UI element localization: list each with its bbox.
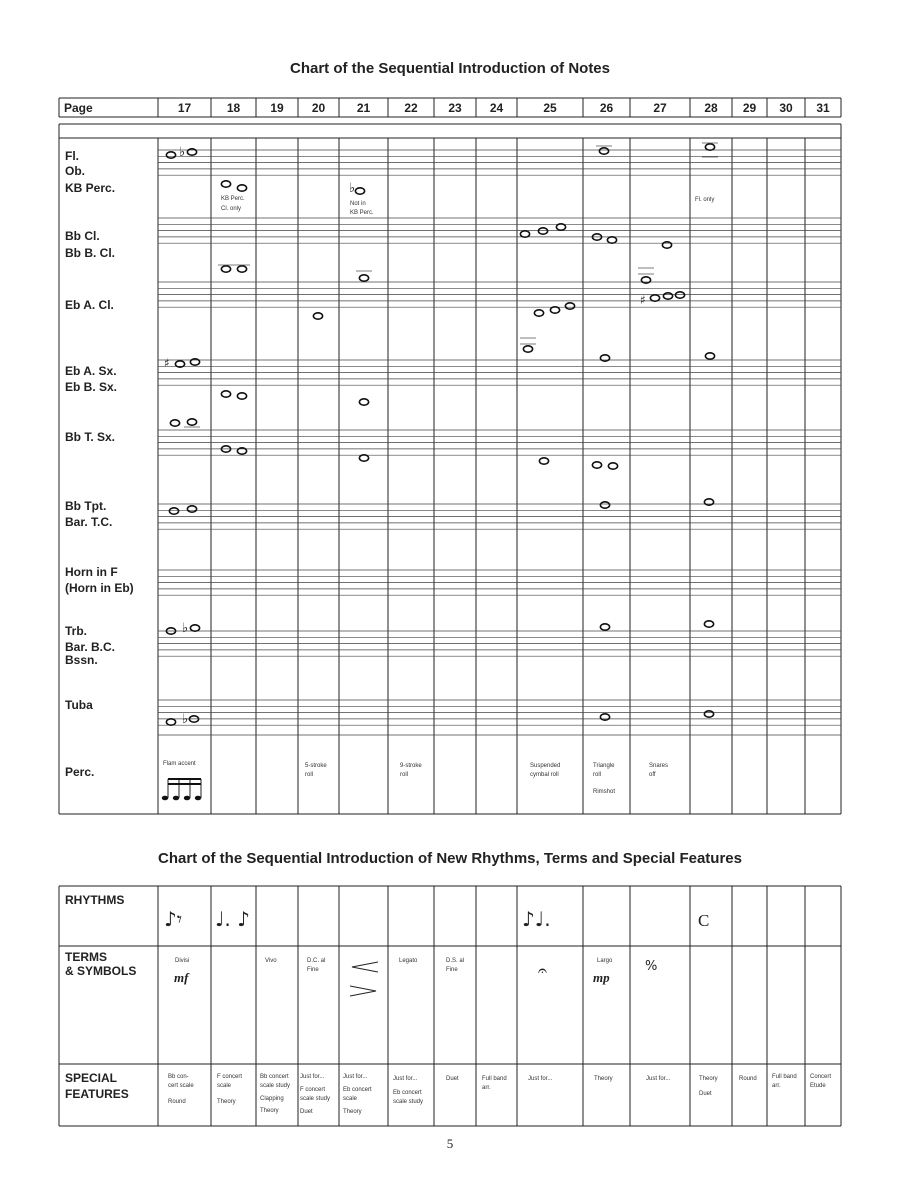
term: D.S. al	[446, 958, 465, 964]
whole-note	[705, 353, 714, 359]
decrescendo-hairpin	[350, 986, 376, 996]
whole-note	[662, 242, 671, 248]
instrument-label: KB Perc.	[65, 181, 116, 195]
instrument-label: Bb T. Sx.	[65, 430, 116, 444]
sharp-sign: ♯	[164, 356, 170, 370]
instrument-label: Bb Tpt.	[65, 499, 107, 513]
special-feature: scale study	[393, 1099, 424, 1105]
whole-note	[565, 303, 574, 309]
special-feature: scale study	[260, 1083, 291, 1089]
term: Largo	[597, 958, 613, 964]
special-feature: Just for...	[300, 1074, 325, 1080]
whole-note	[221, 266, 230, 272]
percussion-note: Triangle	[593, 763, 615, 769]
whole-note	[221, 181, 230, 187]
instrument-label: Horn in F	[65, 565, 118, 579]
percussion-note: Rimshot	[593, 789, 616, 795]
flat-sign: ♭	[182, 621, 189, 636]
term: Divisi	[175, 958, 190, 964]
row-header: TERMS	[65, 950, 107, 964]
whole-note	[600, 624, 609, 630]
whole-note	[599, 148, 608, 154]
whole-note	[663, 293, 672, 299]
percussion-note: roll	[400, 772, 409, 778]
small-note: Cl. only	[221, 206, 242, 212]
percussion-note: roll	[593, 772, 602, 778]
special-feature: Just for...	[343, 1074, 368, 1080]
special-feature: arr.	[772, 1083, 781, 1089]
whole-note	[704, 621, 713, 627]
instrument-label: (Horn in Eb)	[65, 581, 134, 595]
page-number-cell: 28	[704, 101, 718, 115]
special-feature: Eb concert	[343, 1087, 372, 1093]
whole-note	[169, 508, 178, 514]
special-feature: Theory	[699, 1076, 718, 1082]
row-header: FEATURES	[65, 1087, 129, 1101]
page-number-cell: 31	[816, 101, 830, 115]
special-feature: Duet	[446, 1076, 459, 1082]
page-number-cell: 18	[226, 101, 241, 115]
rhythms-chart	[59, 886, 841, 1126]
whole-note	[359, 455, 368, 461]
row-header: & SYMBOLS	[65, 964, 137, 978]
percussion-note: Snares	[649, 763, 669, 769]
whole-note	[538, 228, 547, 234]
special-feature: Bb concert	[260, 1074, 289, 1080]
special-feature: Theory	[217, 1099, 236, 1105]
notes-chart-title: Chart of the Sequential Introduction of Notes	[290, 60, 610, 77]
crescendo-hairpin	[352, 962, 378, 972]
instrument-label: Eb B. Sx.	[65, 380, 118, 394]
whole-note	[675, 292, 684, 298]
rhythm-symbol: ♪𝄾	[164, 907, 183, 931]
percussion-note: Suspended	[530, 763, 561, 769]
small-note: KB Perc.	[350, 210, 374, 216]
percussion-note: cymbal roll	[530, 772, 559, 778]
special-feature: Theory	[343, 1109, 362, 1115]
whole-note	[523, 346, 532, 352]
special-feature: Theory	[594, 1076, 613, 1082]
page-number-cell: 30	[779, 101, 793, 115]
special-feature: Full band	[482, 1076, 507, 1082]
special-feature: Round	[168, 1099, 186, 1105]
whole-note	[187, 419, 196, 425]
special-feature: F concert	[300, 1087, 326, 1093]
whole-note	[190, 625, 199, 631]
special-feature: Etude	[810, 1083, 826, 1089]
special-feature: scale study	[300, 1096, 331, 1102]
instrument-label: Bb Cl.	[65, 229, 100, 243]
percussion-note: off	[649, 772, 656, 778]
instrument-label: Trb.	[65, 624, 88, 638]
whole-note	[359, 275, 368, 281]
whole-note	[237, 185, 246, 191]
instrument-label: Eb A. Cl.	[65, 298, 114, 312]
instrument-label: Bb B. Cl.	[65, 246, 115, 260]
whole-note	[221, 391, 230, 397]
term: Vivo	[265, 958, 277, 964]
whole-note	[166, 152, 175, 158]
page-number-cell: 25	[543, 101, 557, 115]
whole-note	[592, 462, 601, 468]
page-number: 5	[446, 1136, 454, 1151]
whole-note	[355, 188, 364, 194]
special-feature: Bb con-	[168, 1074, 189, 1080]
page-number-cell: 17	[177, 101, 192, 115]
term: Fine	[446, 967, 458, 973]
notes-chart	[59, 98, 841, 814]
whole-note	[170, 420, 179, 426]
page-label: Page	[64, 101, 93, 115]
page-number-cell: 26	[599, 101, 614, 115]
rhythm-note-head	[173, 796, 179, 801]
rhythm-note-head	[162, 796, 168, 801]
percussion-note: 9-stroke	[400, 763, 422, 769]
special-feature: arr.	[482, 1085, 491, 1091]
whole-note	[650, 295, 659, 301]
fermata-symbol: 𝄐	[538, 961, 547, 980]
percussion-note: roll	[305, 772, 314, 778]
special-feature: F concert	[217, 1074, 243, 1080]
term: Fine	[307, 967, 319, 973]
flat-sign: ♭	[179, 145, 186, 160]
whole-note	[313, 313, 322, 319]
special-feature: scale	[343, 1096, 358, 1102]
page-number-cell: 23	[448, 101, 462, 115]
page-number-cell: 19	[270, 101, 284, 115]
special-feature: Clapping	[260, 1096, 284, 1102]
flat-sign: ♭	[182, 712, 189, 727]
rhythm-note-head	[195, 796, 201, 801]
instrument-label: Bar. B.C.	[65, 640, 116, 654]
special-feature: Duet	[699, 1091, 712, 1097]
rhythm-symbol: ♪♩.	[522, 907, 551, 931]
row-header: SPECIAL	[65, 1071, 118, 1085]
special-feature: Theory	[260, 1108, 279, 1114]
instrument-label: Perc.	[65, 765, 95, 779]
rhythm-symbol: ♩. ♪	[215, 907, 250, 931]
whole-note	[607, 237, 616, 243]
instrument-label: Ob.	[65, 164, 85, 178]
term-dynamic: mf	[174, 970, 189, 985]
whole-note	[237, 266, 246, 272]
rhythm-symbol: C	[698, 911, 710, 930]
special-feature: Round	[739, 1076, 757, 1082]
rhythms-chart-title: Chart of the Sequential Introduction of New Rhythms, Terms and Special Features	[158, 850, 742, 867]
small-note: Not in	[350, 201, 366, 207]
whole-note	[166, 719, 175, 725]
term-dynamic: mp	[593, 970, 610, 985]
repeat-symbol: %	[645, 959, 658, 974]
page-number-cell: 22	[404, 101, 418, 115]
special-feature: Full band	[772, 1074, 797, 1080]
special-feature: Eb concert	[393, 1090, 422, 1096]
percussion-note: 5-stroke	[305, 763, 327, 769]
special-feature: Just for...	[646, 1076, 671, 1082]
page-number-cell: 20	[311, 101, 326, 115]
page-number-cell: 21	[356, 101, 371, 115]
small-note: KB Perc.	[221, 196, 245, 202]
page-number-cell: 27	[653, 101, 667, 115]
term: D.C. al	[307, 958, 326, 964]
special-feature: cert scale	[168, 1083, 194, 1089]
special-feature: Just for...	[528, 1076, 553, 1082]
whole-note	[359, 399, 368, 405]
whole-note	[608, 463, 617, 469]
whole-note	[550, 307, 559, 313]
sharp-sign: ♯	[640, 293, 646, 307]
whole-note	[187, 506, 196, 512]
term: Legato	[399, 958, 418, 964]
special-feature: Just for...	[393, 1076, 418, 1082]
page-number-cell: 29	[742, 101, 757, 115]
whole-note	[556, 224, 565, 230]
special-feature: Duet	[300, 1109, 313, 1115]
instrument-label: Eb A. Sx.	[65, 364, 117, 378]
small-note: Fl. only	[695, 197, 715, 203]
whole-note	[237, 393, 246, 399]
whole-note	[539, 458, 548, 464]
whole-note	[520, 231, 529, 237]
row-header: RHYTHMS	[65, 893, 125, 907]
whole-note	[600, 502, 609, 508]
instrument-label: Bar. T.C.	[65, 515, 113, 529]
instrument-label: Tuba	[65, 698, 93, 712]
whole-note	[705, 144, 714, 150]
whole-note	[534, 310, 543, 316]
special-feature: Concert	[810, 1074, 832, 1080]
instrument-label: Fl.	[65, 149, 79, 163]
instrument-label: Bssn.	[65, 653, 98, 667]
special-feature: scale	[217, 1083, 232, 1089]
rhythm-note-head	[184, 796, 190, 801]
flat-sign: ♭	[349, 181, 356, 196]
page-number-cell: 24	[489, 101, 504, 115]
whole-note	[704, 711, 713, 717]
percussion-note: Flam accent	[163, 761, 196, 767]
